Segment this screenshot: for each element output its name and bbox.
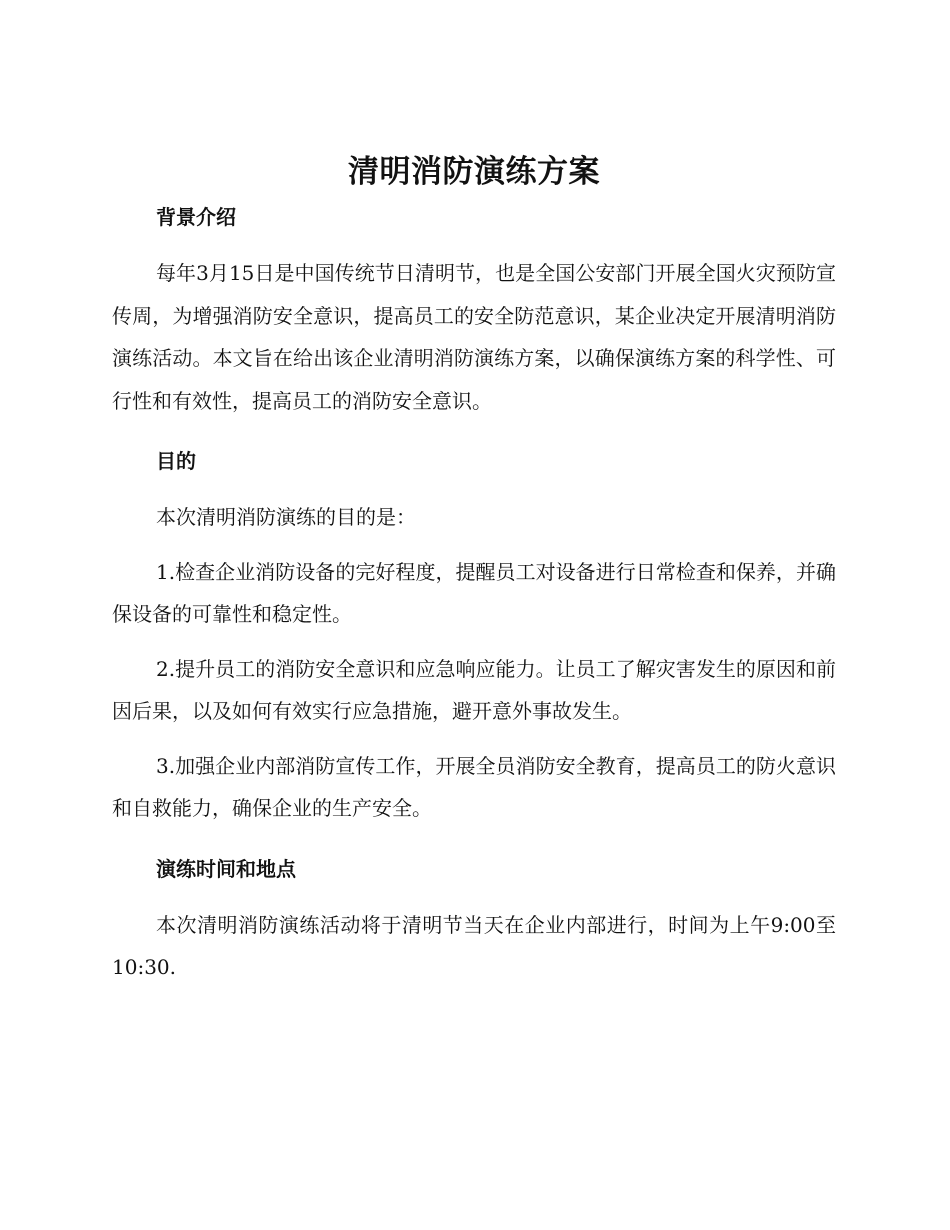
purpose-item-1: 1.检查企业消防设备的完好程度，提醒员工对设备进行日常检查和保养，并确保设备的可靠性和稳定性。	[112, 559, 836, 626]
section-heading-purpose: 目的	[156, 449, 196, 473]
document-title: 清明消防演练方案	[348, 154, 600, 190]
section-heading-time-place: 演练时间和地点	[156, 856, 296, 881]
purpose-item-3: 3.加强企业内部消防宣传工作，开展全员消防安全教育，提高员工的防火意识和自救能力，确保企业的生产安全。	[112, 753, 836, 820]
document-body	[112, 150, 836, 1001]
section-heading-background: 背景介绍	[156, 205, 236, 229]
background-paragraph: 每年3月15日是中国传统节日清明节，也是全国公安部门开展全国火灾预防宣传周，为增强消防安全意识，提高员工的安全防范意识，某企业决定开展清明消防演练活动。本文旨在给出该企业清明消防演练方案，以确保演练方案的科学性、可行性和有效性，提高员工的消防安全意识。	[112, 261, 836, 413]
purpose-item-2: 2.提升员工的消防安全意识和应急响应能力。让员工了解灾害发生的原因和前因后果，以及如何有效实行应急措施，避开意外事故发生。	[112, 656, 836, 723]
time-place-paragraph: 本次清明消防演练活动将于清明节当天在企业内部进行，时间为上午9:00至10:30.	[112, 912, 836, 979]
purpose-intro: 本次清明消防演练的目的是：	[156, 505, 416, 529]
